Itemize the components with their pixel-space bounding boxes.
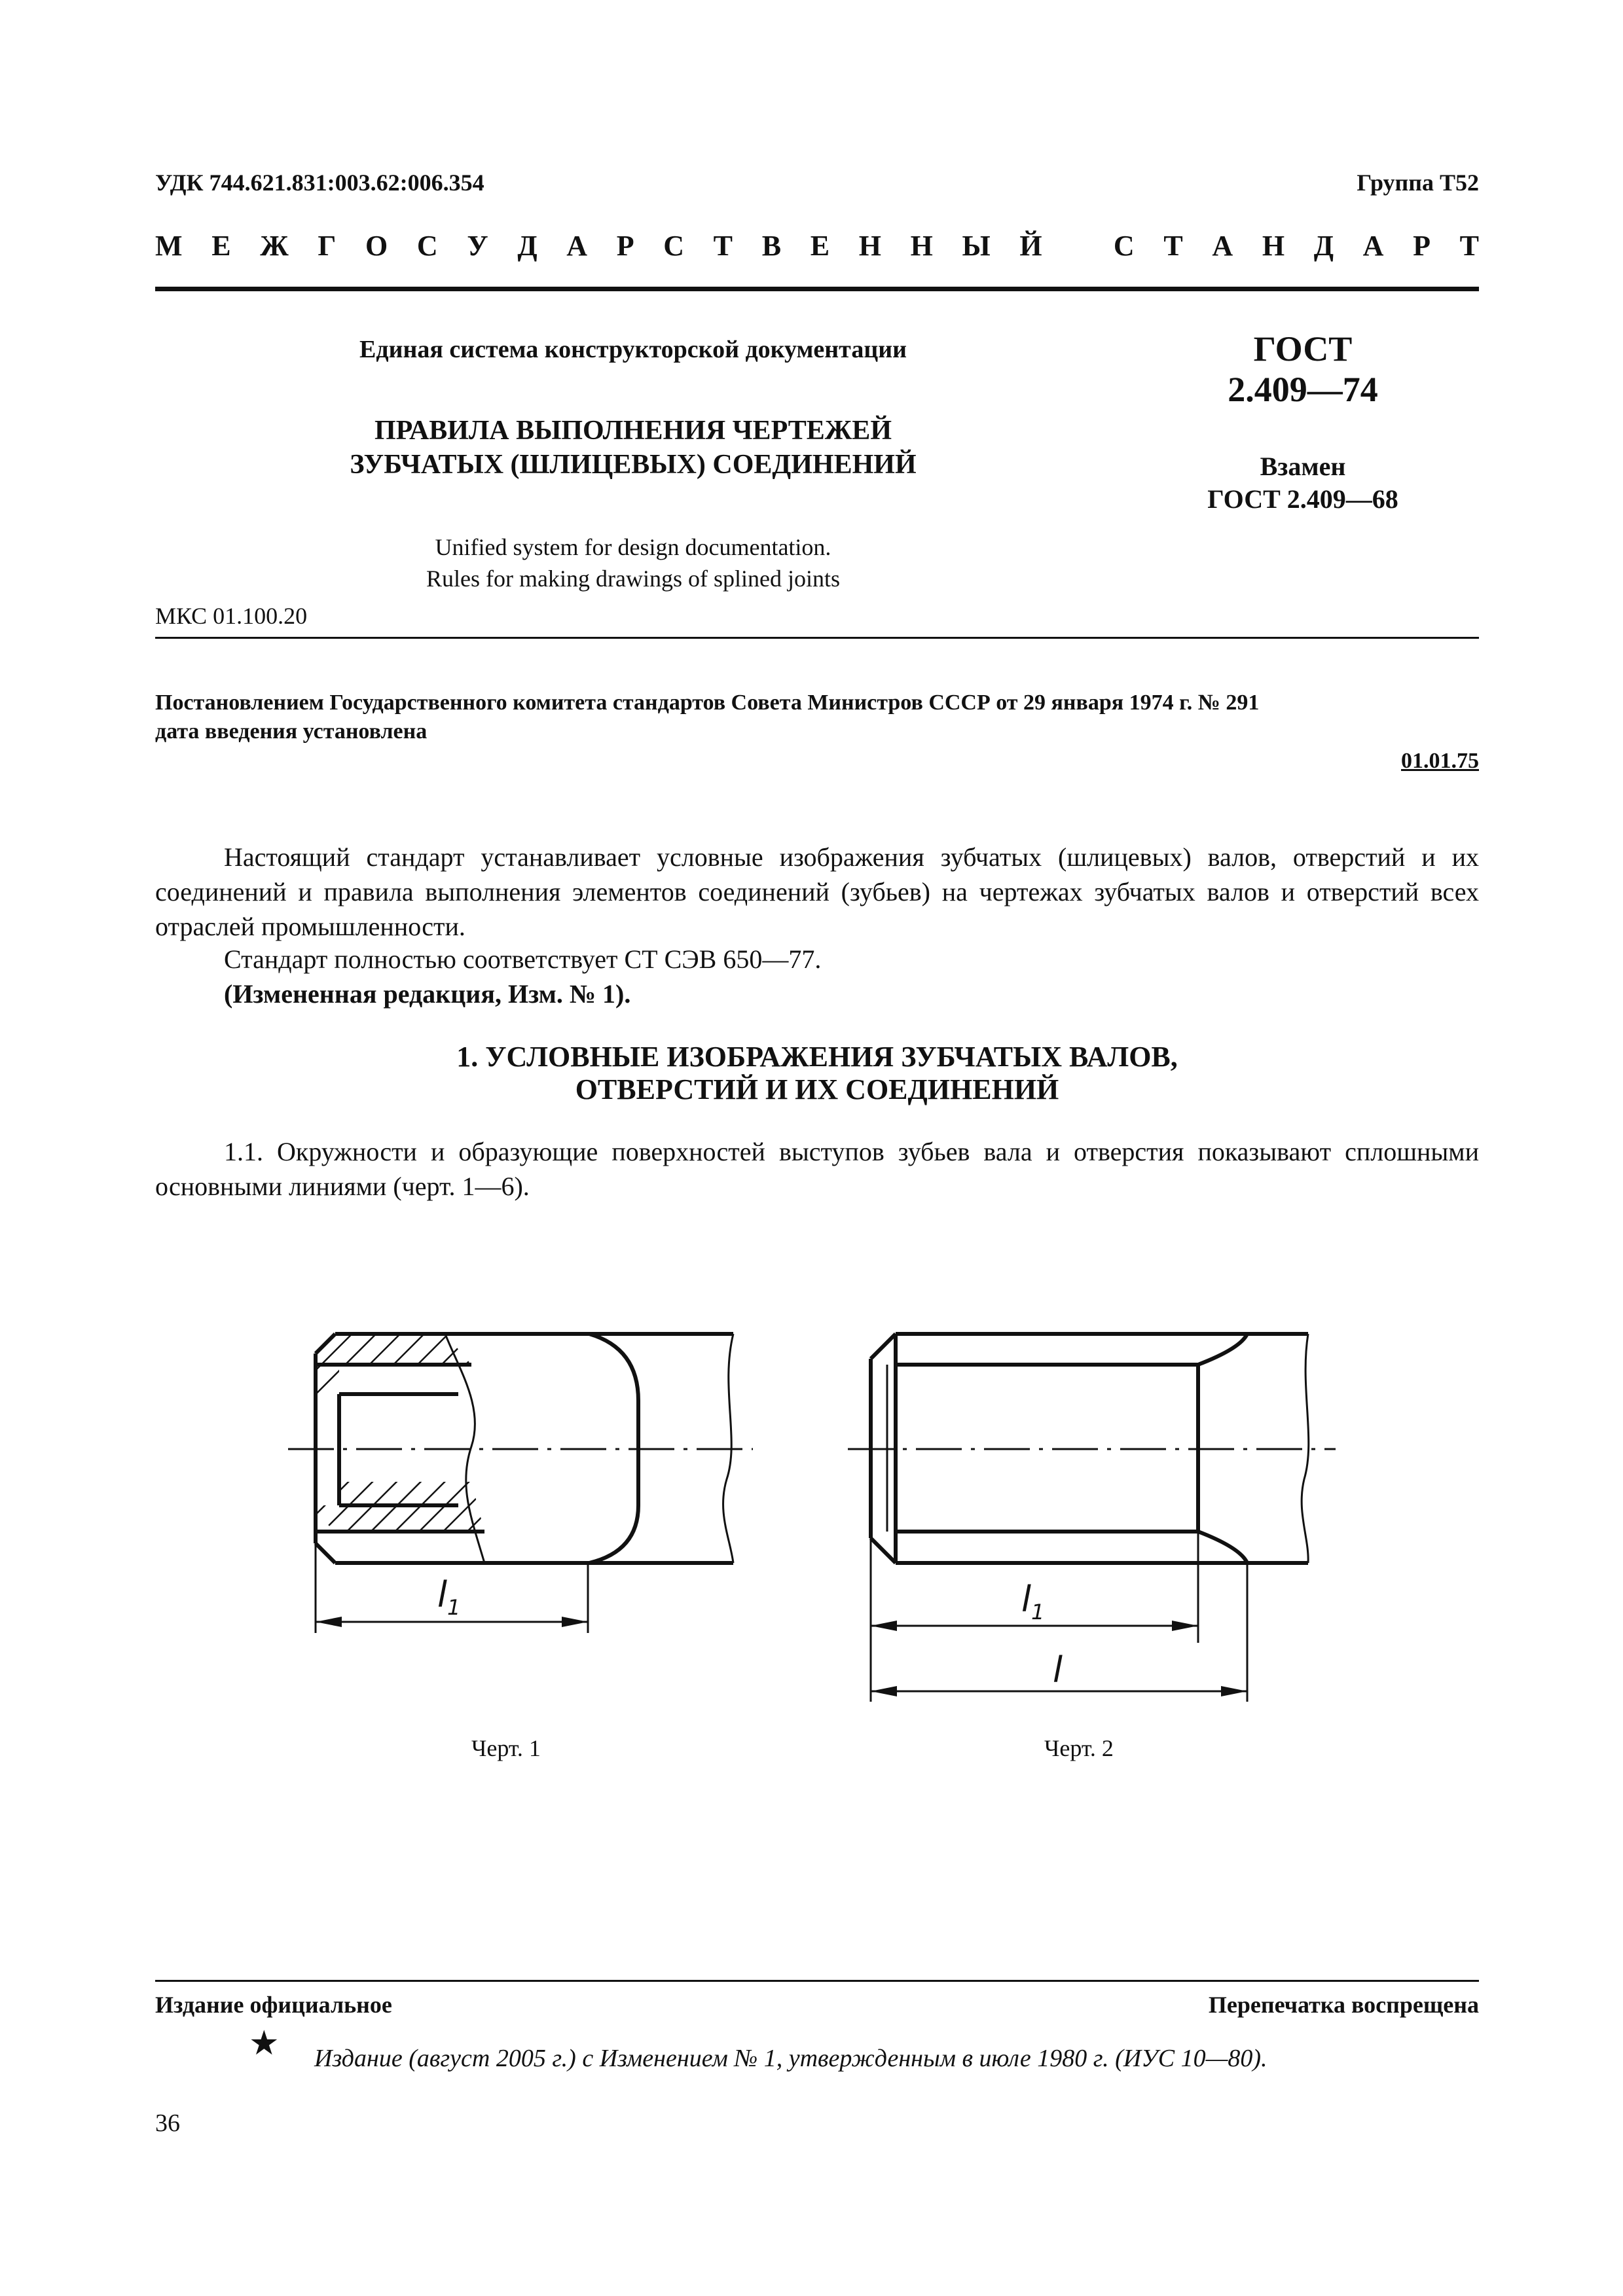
- interstate-letter: Т: [1163, 230, 1183, 262]
- clause-1-1: 1.1. Окружности и образующие поверхностей выступов зубьев вала и отверстия показывают сплошными основными линиями (черт. 1—6).: [155, 1137, 1479, 1201]
- english-line-1: Unified system for design documentation.: [435, 534, 831, 560]
- amendment-note: (Измененная редакция, Изм. № 1).: [224, 979, 631, 1009]
- interstate-letter: Т: [1459, 230, 1479, 262]
- decree-line-2: дата введения установлена: [155, 719, 428, 744]
- fig2-dim-l1-subscript: 1: [1031, 1599, 1045, 1624]
- edition-note: Издание (август 2005 г.) с Изменением № 1, утвержденным в июле 1980 г. (ИУС 10—80).: [314, 2045, 1267, 2072]
- fig1-dim-letter: l: [437, 1574, 448, 1615]
- reprint-prohibited-label: Перепечатка воспрещена: [1208, 1992, 1479, 2018]
- interstate-letter: Т: [713, 230, 733, 262]
- interstate-letter: О: [365, 230, 388, 262]
- interstate-letter: С: [663, 230, 685, 262]
- interstate-letter: Н: [858, 230, 881, 262]
- replace-number: ГОСТ 2.409—68: [1207, 484, 1398, 514]
- interstate-letter: Д: [517, 230, 538, 262]
- decree-line-1: Постановлением Государственного комитета стандартов Совета Министров СССР от 29 января 1974 г. № 291: [155, 691, 1260, 715]
- interstate-letter: Г: [318, 230, 337, 262]
- system-subtitle: Единая система конструкторской документации: [359, 336, 907, 363]
- effective-date: 01.01.75: [1401, 749, 1479, 773]
- udk-code: УДК 744.621.831:003.62:006.354: [155, 170, 484, 196]
- group-code: Группа Т52: [1357, 170, 1479, 196]
- replace-label: Взамен: [1260, 452, 1346, 481]
- figure-1-caption: Черт. 1: [471, 1735, 541, 1761]
- interstate-letter: А: [566, 230, 588, 262]
- fig2-dim-l1-label: [1021, 1579, 1044, 1624]
- footer-rule: [155, 1980, 1479, 1982]
- interstate-letter: Н: [910, 230, 933, 262]
- mks-code: МКС 01.100.20: [155, 603, 308, 629]
- interstate-letter: Ы: [962, 230, 991, 262]
- gost-label: ГОСТ: [1253, 329, 1353, 368]
- title-line-1: ПРАВИЛА ВЫПОЛНЕНИЯ ЧЕРТЕЖЕЙ: [374, 416, 892, 446]
- interstate-letter: Е: [810, 230, 830, 262]
- interstate-letter: С: [1113, 230, 1135, 262]
- interstate-letter: А: [1212, 230, 1233, 262]
- fig2-dim-l-label: l: [1053, 1649, 1063, 1691]
- interstate-letter: Й: [1019, 230, 1042, 262]
- fig1-dim-subscript: 1: [447, 1594, 461, 1620]
- star-icon: ★: [249, 2025, 280, 2062]
- figure-2-caption: Черт. 2: [1044, 1735, 1114, 1761]
- section-heading-line-1: 1. УСЛОВНЫЕ ИЗОБРАЖЕНИЯ ЗУБЧАТЫХ ВАЛОВ,: [456, 1041, 1178, 1073]
- interstate-letter: Р: [616, 230, 634, 262]
- intro-paragraph: Настоящий стандарт устанавливает условные изображения зубчатых (шлицевых) валов, отверстий и их соединений и правила выполнения элементов соединений (зубьев) на чертежах зубчатых валов и отверстий всех отраслей промышленности.: [155, 842, 1479, 941]
- interstate-letter: С: [416, 230, 438, 262]
- official-edition-label: Издание официальное: [155, 1992, 392, 2018]
- interstate-letter: М: [155, 230, 183, 262]
- interstate-letter: Р: [1413, 230, 1431, 262]
- gost-number: 2.409—74: [1228, 370, 1378, 409]
- interstate-letter: Ж: [260, 230, 289, 262]
- interstate-letter: В: [761, 230, 782, 262]
- english-line-2: Rules for making drawings of splined joints: [426, 565, 840, 592]
- interstate-letter: Е: [211, 230, 231, 262]
- section-heading-line-2: ОТВЕРСТИЙ И ИХ СОЕДИНЕНИЙ: [575, 1073, 1059, 1105]
- page-number: 36: [155, 2109, 180, 2137]
- interstate-letter: А: [1362, 230, 1384, 262]
- interstate-letter: Н: [1262, 230, 1285, 262]
- interstate-letter: У: [467, 230, 488, 262]
- interstate-letter: Д: [1313, 230, 1334, 262]
- fig2-thin-lines: [848, 1334, 1336, 1702]
- compliance-paragraph: Стандарт полностью соответствует СТ СЭВ 650—77.: [224, 944, 822, 974]
- title-line-2: ЗУБЧАТЫХ (ШЛИЦЕВЫХ) СОЕДИНЕНИЙ: [350, 450, 917, 480]
- fig2-dim-l1-letter: l: [1021, 1579, 1032, 1620]
